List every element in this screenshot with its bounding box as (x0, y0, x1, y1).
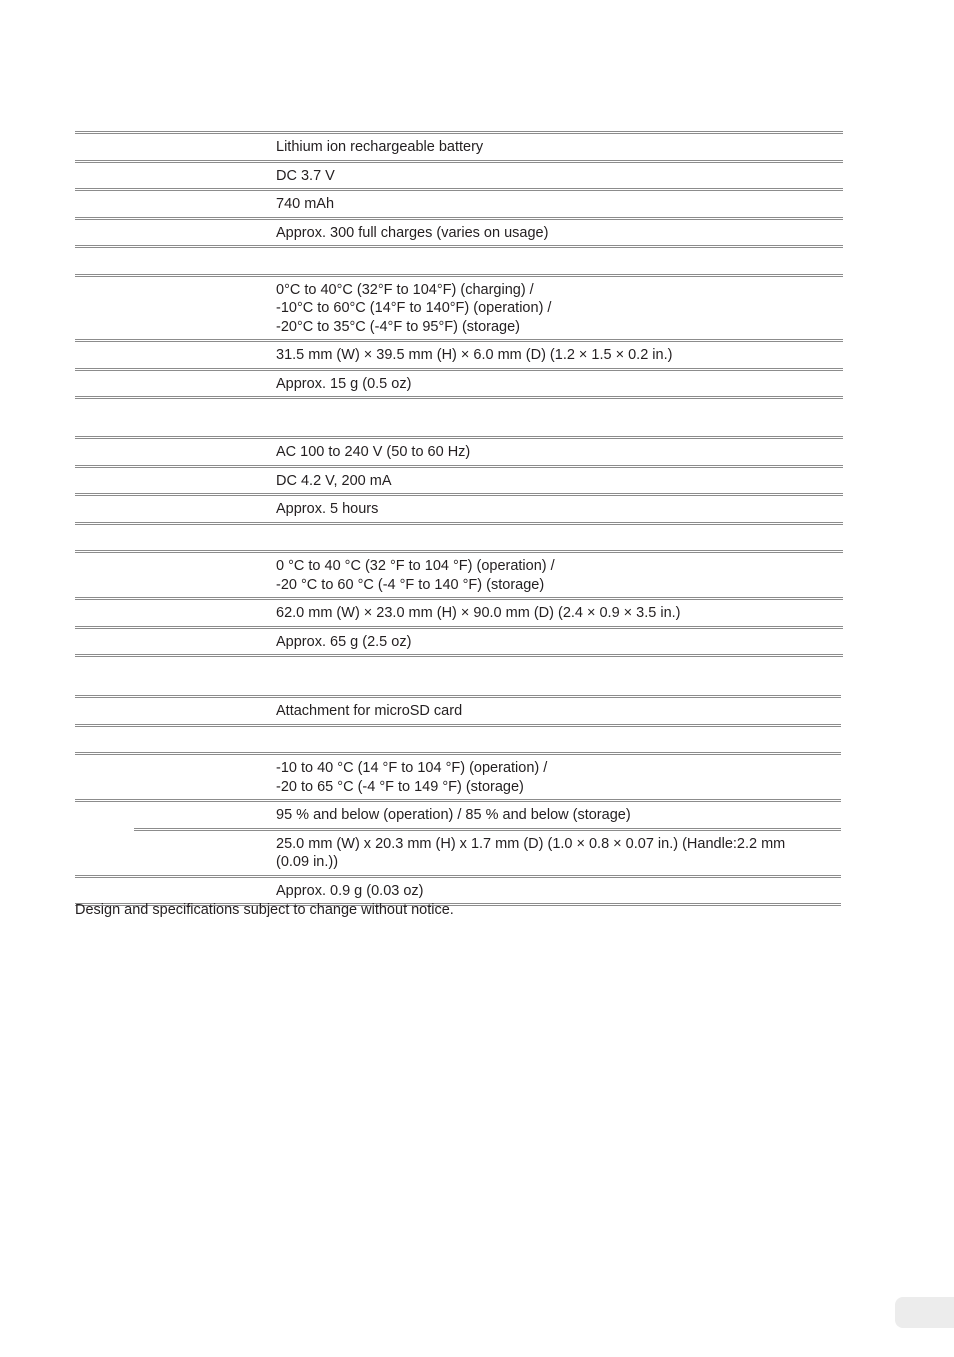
table-row (75, 725, 841, 754)
table-row (75, 275, 843, 341)
adapter-dimensions-value: 25.0 mm (W) x 20.3 mm (H) x 1.7 mm (D) (1.0 × 0.8 × 0.07 in.) (Handle:2.2 mm (0.09 in.)) (276, 829, 841, 876)
table-row (75, 495, 843, 524)
table-row (75, 341, 843, 370)
battery-dimensions-value: 31.5 mm (W) × 39.5 mm (H) × 6.0 mm (D) (1.2 × 1.5 × 0.2 in.) (276, 341, 843, 370)
charger-dimensions-value: 62.0 mm (W) × 23.0 mm (H) × 90.0 mm (D) (2.4 × 0.9 × 3.5 in.) (276, 599, 843, 628)
table-row (75, 697, 841, 726)
table-row (75, 599, 843, 628)
table-row (75, 247, 843, 276)
battery-capacity-value: 740 mAh (276, 190, 843, 219)
charger-environment-value: 0 °C to 40 °C (32 °F to 104 °F) (operation) / -20 °C to 60 °C (-4 °F to 140 °F) (storage) (276, 552, 843, 599)
adapter-weight-value: Approx. 0.9 g (0.03 oz) (276, 876, 841, 905)
table-row (75, 552, 843, 599)
battery-voltage-value: DC 3.7 V (276, 161, 843, 190)
page-number-tab (895, 1297, 954, 1328)
table-row (75, 438, 843, 467)
table-row (75, 133, 843, 162)
table-row (75, 161, 843, 190)
table-row (75, 829, 841, 876)
battery-environment-value: 0°C to 40°C (32°F to 104°F) (charging) / -10°C to 60°C (14°F to 140°F) (operation) / -20°C to 35°C (-4°F to 95°F) (storage) (276, 275, 843, 341)
table-row (75, 801, 841, 830)
adapter-humidity-value: 95 % and below (operation) / 85 % and below (storage) (276, 801, 841, 830)
charger-weight-value: Approx. 65 g (2.5 oz) (276, 627, 843, 656)
battery-spec-table (75, 131, 843, 399)
footer-note: Design and specifications subject to change without notice. (75, 902, 454, 918)
adapter-type-value: Attachment for microSD card (276, 697, 841, 726)
adapter-temperature-value: -10 to 40 °C (14 °F to 104 °F) (operation) / -20 to 65 °C (-4 °F to 149 °F) (storage) (276, 754, 841, 801)
table-row (75, 627, 843, 656)
table-row (75, 218, 843, 247)
adapter-spec-table (75, 695, 841, 906)
table-row (75, 369, 843, 398)
charger-time-value: Approx. 5 hours (276, 495, 843, 524)
charger-input-value: AC 100 to 240 V (50 to 60 Hz) (276, 438, 843, 467)
battery-type-value: Lithium ion rechargeable battery (276, 133, 843, 162)
charger-output-value: DC 4.2 V, 200 mA (276, 466, 843, 495)
table-row (75, 523, 843, 552)
table-row (75, 754, 841, 801)
battery-weight-value: Approx. 15 g (0.5 oz) (276, 369, 843, 398)
table-row (75, 190, 843, 219)
table-row (75, 466, 843, 495)
charger-spec-table (75, 436, 843, 657)
battery-life-value: Approx. 300 full charges (varies on usage) (276, 218, 843, 247)
